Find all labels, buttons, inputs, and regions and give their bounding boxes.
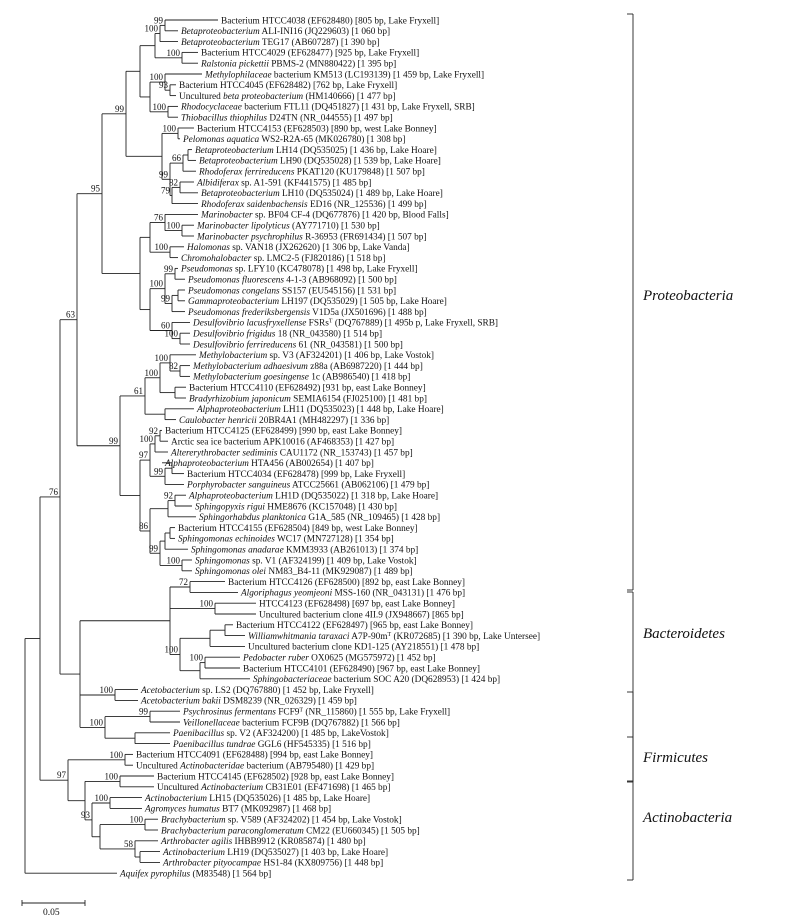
- leaf-label: Alphaproteobacterium LH11 (DQ535023) [1 448 bp, Lake Hoare]: [197, 405, 444, 416]
- bootstrap-value: 100: [166, 220, 180, 231]
- group-label-firmicutes: Firmicutes: [643, 750, 708, 766]
- bootstrap-value: 99: [139, 706, 148, 717]
- leaf-label: Williamwhitmania taraxaci $A7P-90m^T$ (KR072685) [1 390 bp, Lake Untersee]: [248, 631, 541, 642]
- leaf-label: Betaproteobacterium LH10 (DQ535024) [1 489 bp, Lake Hoare]: [201, 189, 443, 200]
- leaf-label: Bacterium HTCC4034 (EF628478) [999 bp, Lake Fryxell]: [187, 469, 406, 480]
- leaf-label: Gammaproteobacterium LH197 (DQ535029) [1 505 bp, Lake Hoare]: [188, 297, 447, 308]
- leaf-label: Bacterium HTCC4126 (EF628500) [892 bp, east Lake Bonney]: [228, 577, 466, 588]
- bootstrap-value: 100: [144, 367, 158, 378]
- leaf-label: Pedobacter ruber OX0625 (MG575972) [1 452 bp]: [243, 653, 436, 664]
- leaf-label: Rhodocyclaceae bacterium FTL11 (DQ451827) [1 431 bp, Lake Fryxell, SRB]: [181, 102, 475, 113]
- leaf-label: Paenibacillus sp. V2 (AF324200) [1 485 bp, LakeVostok]: [173, 729, 389, 740]
- leaf-label: Agromyces humatus BT7 (MK092987) [1 468 bp]: [145, 804, 332, 815]
- leaf-label: Chromohalobacter sp. LMC2-5 (FJ820186) [1 518 bp]: [181, 253, 386, 264]
- bootstrap-value: 92: [164, 490, 173, 501]
- bootstrap-value: 76: [154, 212, 163, 223]
- leaf-label: Arthrobacter agilis IHBB9912 (KR085874) [1 480 bp]: [161, 837, 366, 848]
- leaf-label: Thiobacillus thiophilus D24TN (NR_044555) [1 497 bp]: [181, 113, 393, 124]
- leaf-label: Pelomonas aquatica WS2-R2A-65 (MK026780) [1 308 bp]: [183, 135, 406, 146]
- bootstrap-value: 100: [152, 101, 166, 112]
- bootstrap-value: 100: [94, 793, 108, 803]
- bootstrap-value: 60: [161, 320, 170, 331]
- bootstrap-value: 100: [162, 123, 176, 134]
- leaf-label: Marinobacter lipolyticus (AY771710) [1 530 bp]: [197, 221, 380, 232]
- leaf-label: Betaproteobacterium LH90 (DQ535028) [1 539 bp, Lake Hoare]: [199, 156, 441, 167]
- group-label-proteobacteria: Proteobacteria: [643, 288, 734, 304]
- leaf-label: Bacterium HTCC4038 (EF628480) [805 bp, Lake Fryxell]: [221, 16, 440, 27]
- leaf-label: Arctic sea ice bacterium APK10016 (AF468353) [1 427 bp]: [171, 437, 395, 448]
- bootstrap-value: 61: [134, 385, 143, 396]
- bootstrap-value: 99: [154, 466, 163, 477]
- bootstrap-value: 100: [164, 328, 178, 339]
- bootstrap-value: 99: [115, 103, 124, 114]
- leaf-label: Brachybacterium sp. V589 (AF324202) [1 454 bp, Lake Vostok]: [161, 815, 402, 826]
- bootstrap-value: 79: [161, 185, 170, 196]
- bootstrap-value: 100: [149, 72, 163, 83]
- leaf-label: Veillonellaceae bacterium FCF9B (DQ767882) [1 566 bp]: [183, 718, 400, 729]
- bootstrap-value: 100: [166, 555, 180, 566]
- leaf-label: Altererythrobacter sediminis CAU1172 (NR_153743) [1 457 bp]: [171, 448, 413, 459]
- bootstrap-value: 95: [91, 183, 100, 194]
- bootstrap-value: 100: [104, 771, 118, 782]
- leaf-label: Uncultured Actinobacterium CB31E01 (EF471698) [1 465 bp]: [157, 783, 391, 794]
- leaf-label: Desulfovibrio lacusfryxellense FSRs$^T$ (DQ767889) [1 495b p, Lake Fryxell, SRB]: [193, 318, 499, 329]
- bootstrap-value: 66: [172, 153, 181, 164]
- leaf-label: Uncultured Actinobacteridae bacterium (AB795480) [1 429 bp]: [136, 761, 375, 772]
- leaf-label: Albidiferax sp. A1-591 (KF441575) [1 485 bp]: [197, 178, 372, 189]
- leaf-label: Halomonas sp. VAN18 (JX262620) [1 306 bp, Lake Vanda]: [187, 243, 410, 254]
- group-label-actinobacteria: Actinobacteria: [643, 810, 733, 826]
- leaf-label: Sphingopyxis rigui HME8676 (KC157048) [1 430 bp]: [195, 502, 397, 513]
- bootstrap-value: 100: [166, 47, 180, 58]
- leaf-label: Bradyrhizobium japonicum SEMIA6154 (FJ025100) [1 481 bp]: [189, 394, 427, 405]
- leaf-label: Pseudomonas frederiksbergensis V1D5a (JX501696) [1 488 bp]: [188, 307, 427, 318]
- leaf-label: Rhodoferax saidenbachensis ED16 (NR_125536) [1 499 bp]: [201, 199, 427, 210]
- bootstrap-value: 99: [164, 263, 173, 274]
- leaf-label: Methylobacterium sp. V3 (AF324201) [1 406 bp, Lake Vostok]: [199, 351, 434, 362]
- bootstrap-value: 100: [109, 749, 123, 760]
- leaf-label: Acetobacterium sp. LS2 (DQ767880) [1 452 bp, Lake Fryxell]: [141, 685, 374, 696]
- bootstrap-value: 100: [189, 652, 203, 663]
- bootstrap-value: 99: [149, 543, 158, 554]
- bootstrap-value: 72: [179, 577, 188, 587]
- leaf-label: Marinobacter sp. BF04 CF-4 (DQ677876) [1 420 bp, Blood Falls]: [201, 210, 449, 221]
- leaf-label: HTCC4123 (EF628498) [697 bp, east Lake Bonney]: [259, 599, 455, 610]
- leaf-label: Sphingorhabdus planktonica G1A_585 (NR_109465) [1 428 bp]: [199, 513, 441, 524]
- leaf-label: Rhodoferax ferrireducens PKAT120 (KU179848) [1 507 bp]: [199, 167, 425, 178]
- leaf-label: Uncultured bacterium clone 4II.9 (JX948667) [865 bp]: [259, 610, 464, 621]
- leaf-label: Alphaproteobacterium LH1D (DQ535022) [1 318 bp, Lake Hoare]: [189, 491, 439, 502]
- leaf-label: Sphingomonas anadarae KMM3933 (AB261013) [1 374 bp]: [191, 545, 419, 556]
- leaf-label: Actinobacterium LH19 (DQ535027) [1 403 bp, Lake Hoare]: [163, 847, 389, 858]
- leaf-label: Bacterium HTCC4091 (EF628488) [994 bp, east Lake Bonney]: [136, 750, 374, 761]
- bootstrap-value: 82: [169, 361, 178, 371]
- leaf-label: Bacterium HTCC4029 (EF628477) [925 bp, Lake Fryxell]: [201, 48, 420, 59]
- leaf-label: Bacterium HTCC4122 (EF628497) [965 bp, east Lake Bonney]: [236, 621, 474, 632]
- leaf-label: Bacterium HTCC4045 (EF628482) [762 bp, Lake Fryxell]: [179, 81, 398, 92]
- bootstrap-value: 100: [164, 644, 178, 655]
- leaf-label: Betaproteobacterium LH14 (DQ535025) [1 436 bp, Lake Hoare]: [195, 145, 437, 156]
- leaf-label: Sphingomonas echinoides WC17 (MN727128) [1 354 bp]: [178, 534, 394, 545]
- bootstrap-value: 100: [89, 717, 103, 728]
- leaf-label: Algoriphagus yeomjeoni MSS-160 (NR_043131) [1 476 bp]: [241, 588, 466, 599]
- bootstrap-value: 100: [139, 433, 153, 444]
- leaf-label: Bacterium HTCC4155 (EF628504) [849 bp, west Lake Bonney]: [178, 523, 418, 534]
- leaf-label: Uncultured beta proteobacterium (HM140666) [1 477 bp]: [179, 91, 396, 102]
- leaf-label: Bacterium HTCC4101 (EF628490) [967 bp, east Lake Bonney]: [243, 664, 481, 675]
- bootstrap-value: 76: [49, 486, 58, 497]
- leaf-label: Ralstonia pickettii PBMS-2 (MN880422) [1 395 bp]: [201, 59, 397, 70]
- bootstrap-value: 100: [199, 598, 213, 609]
- leaf-label: Arthrobacter pityocampae HS1-84 (KX809756) [1 448 bp]: [163, 858, 384, 869]
- bootstrap-value: 63: [66, 309, 75, 320]
- leaf-label: Betaproteobacterium TEG17 (AB607287) [1 390 bp]: [181, 37, 380, 48]
- bootstrap-value: 97: [139, 450, 148, 461]
- leaf-label: Pseudomonas congelans SS157 (EU545156) [1 531 bp]: [188, 286, 397, 297]
- leaf-label: Sphingomonas sp. V1 (AF324199) [1 409 bp, Lake Vostok]: [195, 556, 417, 567]
- bootstrap-value: 93: [159, 80, 168, 91]
- leaf-label: Acetobacterium bakii DSM8239 (NR_026329) [1 459 bp]: [141, 696, 357, 707]
- bootstrap-value: 100: [154, 352, 168, 363]
- bootstrap-value: 100: [154, 242, 168, 253]
- leaf-label: Brachybacterium paraconglomeratum CM22 (EU660345) [1 505 bp]: [161, 826, 420, 837]
- leaf-label: Bacterium HTCC4110 (EF628492) [931 bp, east Lake Bonney]: [189, 383, 426, 394]
- leaf-label: Aquifex pyrophilus (M83548) [1 564 bp]: [120, 869, 272, 880]
- bootstrap-value: 86: [139, 520, 148, 531]
- leaf-label: Alphaproteobacterium HTA456 (AB002654) [1 407 bp]: [165, 459, 374, 470]
- leaf-label: Desulfovibrio frigidus 18 (NR_043580) [1 514 bp]: [193, 329, 383, 340]
- leaf-label: Porphyrobacter sanguineus ATCC25661 (AB062106) [1 479 bp]: [187, 480, 430, 491]
- bootstrap-value: 99: [159, 169, 168, 180]
- bootstrap-value: 99: [161, 293, 170, 304]
- bootstrap-value: 100: [149, 278, 163, 289]
- bootstrap-value: 58: [124, 838, 133, 849]
- bootstrap-value: 82: [169, 177, 178, 188]
- leaf-label: Sphingobacteriaceae bacterium SOC A20 (DQ628953) [1 424 bp]: [253, 675, 501, 686]
- bootstrap-value: 92: [149, 425, 158, 436]
- group-label-bacteroidetes: Bacteroidetes: [643, 626, 725, 642]
- scale-bar-label: 0.05: [43, 908, 60, 917]
- leaf-label: Paenibacillus tundrae GGL6 (HF545335) [1 516 bp]: [173, 739, 371, 750]
- leaf-label: Sphingomonas olei NM83_B4-11 (MK929087) [1 489 bp]: [195, 567, 413, 578]
- bootstrap-value: 99: [154, 15, 163, 26]
- leaf-label: Uncultured bacterium clone KD1-125 (AY218551) [1 478 bp]: [248, 642, 480, 653]
- leaf-label: Actinobacterium LH15 (DQ535026) [1 485 bp, Lake Hoare]: [145, 793, 371, 804]
- bootstrap-value: 100: [99, 685, 113, 695]
- scale-bar: [22, 900, 85, 917]
- leaf-label: Bacterium HTCC4153 (EF628503) [890 bp, west Lake Bonney]: [197, 124, 437, 135]
- leaf-label: Caulobacter henricii 20BR4A1 (MH482297) [1 336 bp]: [179, 415, 390, 426]
- leaf-label: Methylophilaceae bacterium KM513 (LC193139) [1 459 bp, Lake Fryxell]: [205, 70, 485, 81]
- leaf-label: Methylobacterium goesingense 1c (AB986540) [1 418 bp]: [193, 372, 411, 383]
- bootstrap-value: 100: [129, 814, 143, 825]
- leaf-label: Methylobacterium adhaesivum z88a (AB6987220) [1 444 bp]: [193, 361, 423, 372]
- leaf-label: Pseudomonas fluorescens 4-1-3 (AB968092) [1 500 bp]: [188, 275, 397, 286]
- leaf-label: Marinobacter psychrophilus R-36953 (FR691434) [1 507 bp]: [197, 232, 427, 243]
- leaf-label: Psychrosinus fermentans $FCF9^T$ (NR_115860) [1 555 bp, Lake Fryxell]: [183, 707, 451, 718]
- leaf-label: Betaproteobacterium ALI-INI16 (JQ229603) [1 060 bp]: [181, 27, 391, 38]
- leaf-label: Bacterium HTCC4125 (EF628499) [990 bp, east Lake Bonney]: [165, 426, 403, 437]
- bootstrap-value: 93: [81, 809, 90, 820]
- leaf-label: Desulfovibrio ferrireducens 61 (NR_043581) [1 500 bp]: [193, 340, 403, 351]
- leaf-label: Pseudomonas sp. LFY10 (KC478078) [1 498 bp, Lake Fryxell]: [181, 264, 418, 275]
- bootstrap-value: 97: [57, 770, 66, 781]
- leaf-label: Bacterium HTCC4145 (EF628502) [928 bp, east Lake Bonney]: [157, 772, 395, 783]
- bootstrap-value: 99: [109, 435, 118, 446]
- bootstrap-value: 100: [144, 23, 158, 34]
